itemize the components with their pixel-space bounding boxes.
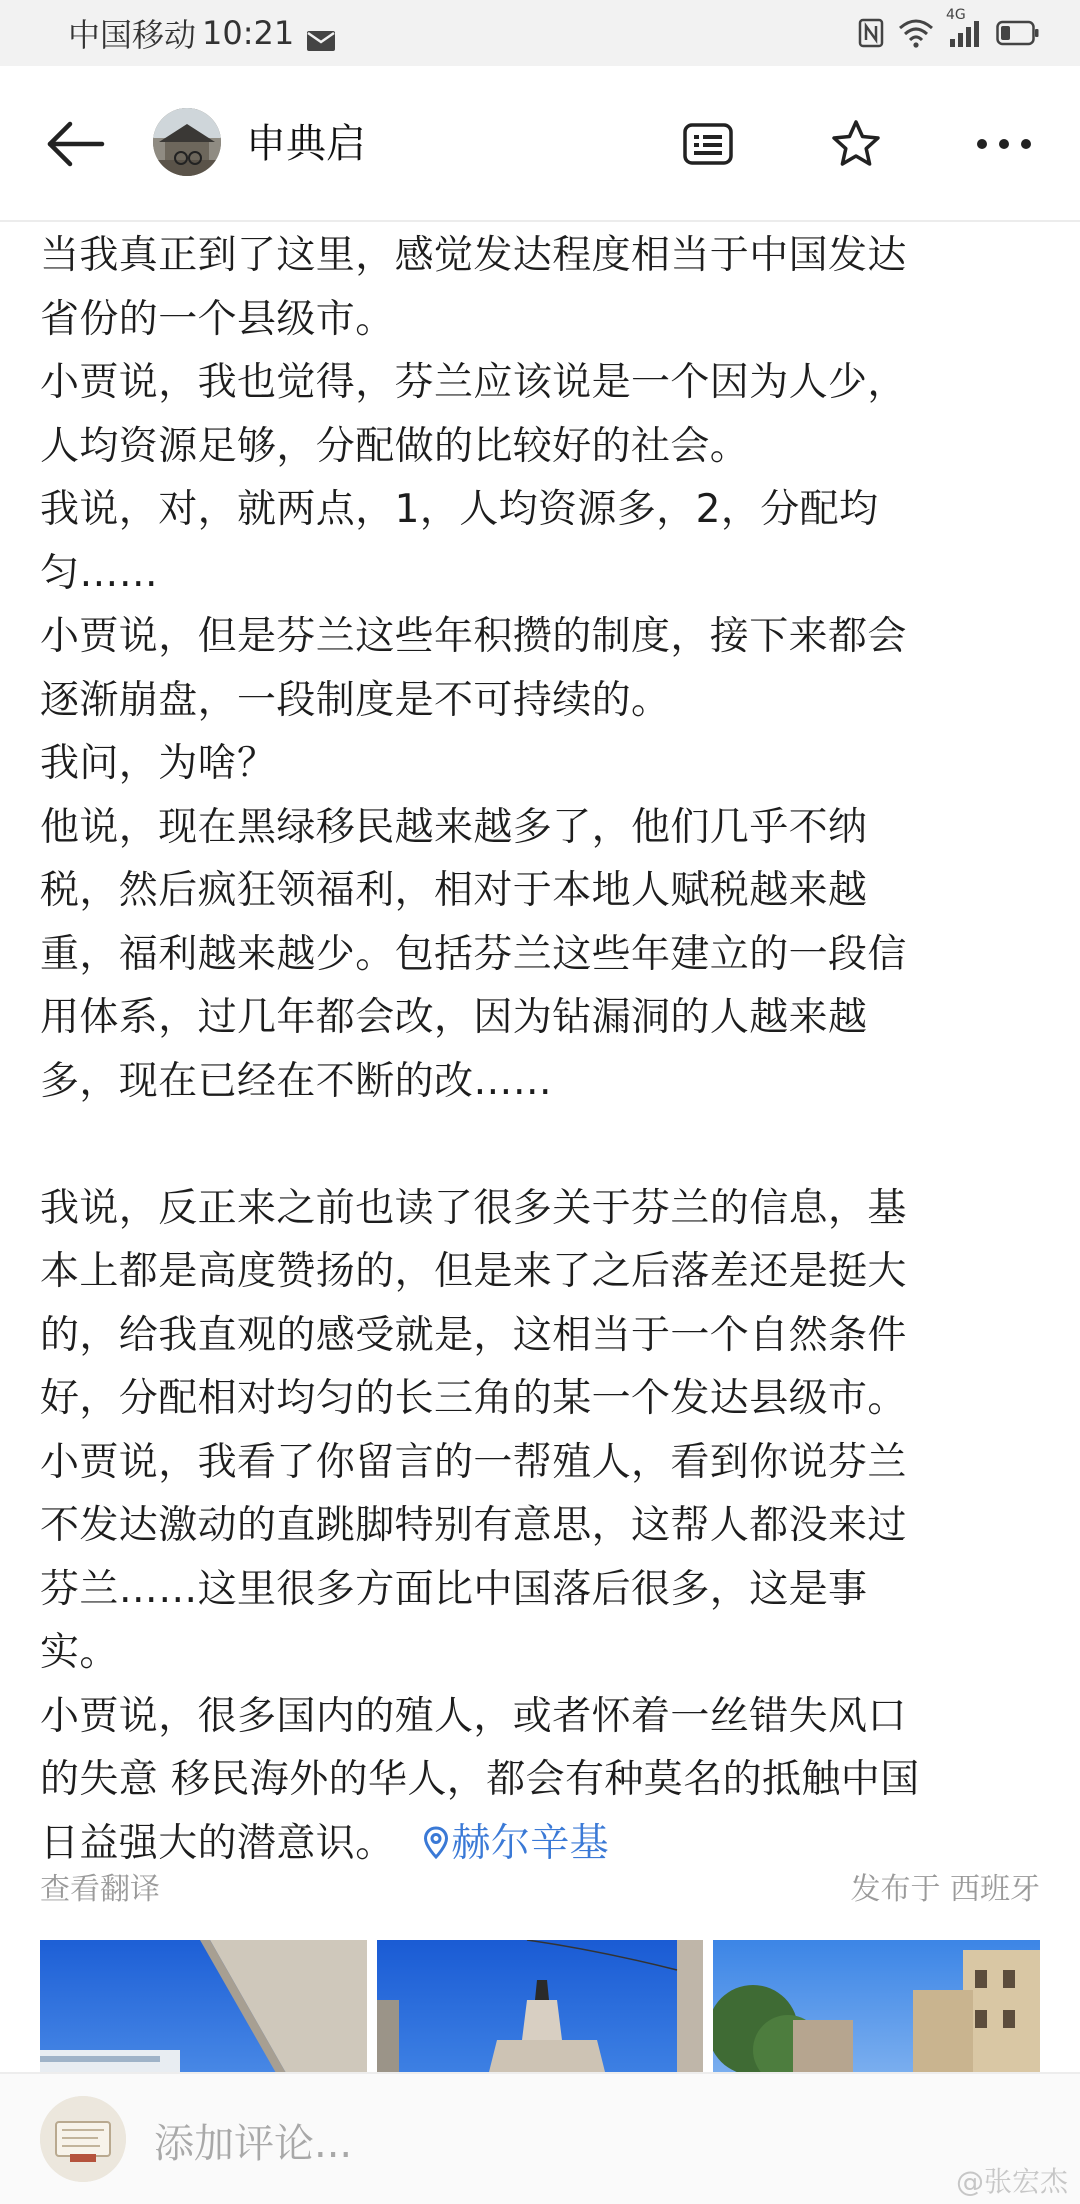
post-line: 逐渐崩盘，一段制度是不可持续的。 (40, 677, 671, 723)
post-line: 实。 (40, 1630, 119, 1675)
location-link[interactable] (423, 1821, 609, 1866)
more-button[interactable] (972, 112, 1036, 176)
post-line: 小贾说，但是芬兰这些年积攒的制度，接下来都会 (40, 614, 907, 659)
post-photo[interactable] (40, 1940, 367, 2072)
back-arrow-icon (40, 112, 110, 176)
post-line: 人均资源足够，分配做的比较好的社会。 (40, 423, 750, 469)
post-blank-line (40, 1113, 1050, 1177)
post-line: 不发达激动的直跳脚特别有意思，这帮人都没来过 (40, 1503, 907, 1548)
translate-doc-button[interactable] (676, 112, 740, 176)
view-translation-link[interactable]: 查看翻译 (40, 1872, 160, 1907)
post-line: 省份的一个县级市。 (40, 296, 395, 342)
post-photo[interactable] (713, 1940, 1040, 2072)
author-avatar[interactable] (153, 108, 221, 176)
location-name: 赫尔辛基 (451, 1820, 610, 1866)
post-line: 我说，反正来之前也读了很多关于芬兰的信息，基 (40, 1185, 907, 1231)
author-name[interactable]: 申典启 (246, 121, 366, 167)
post-line: 好，分配相对均匀的长三角的某一个发达县级市。 (40, 1376, 907, 1421)
comment-input[interactable]: 添加评论... (154, 2121, 353, 2167)
document-icon (682, 122, 734, 166)
favorite-button[interactable] (824, 112, 888, 176)
post-line: 的，给我直观的感受就是，这相当于一个自然条件 (40, 1312, 907, 1358)
post-line: 芬兰……这里很多方面比中国落后很多，这是事 (40, 1566, 868, 1612)
post-line: 我问，为啥？ (40, 741, 277, 786)
nfc-icon (858, 18, 884, 48)
my-avatar (40, 2096, 126, 2182)
post-line: 本上都是高度赞扬的，但是来了之后落差还是挺大 (40, 1249, 907, 1294)
publish-location: 发布于 西班牙 (850, 1872, 1040, 1907)
post-line: 的失意 移民海外的华人，都会有种莫名的抵触中国 (40, 1757, 920, 1802)
more-dots-icon (976, 136, 1032, 152)
post-line: 小贾说，我也觉得，芬兰应该说是一个因为人少， (40, 360, 907, 405)
post-photo[interactable] (377, 1940, 704, 2072)
post-line: 税，然后疯狂领福利，相对于本地人赋税越来越 (40, 868, 868, 913)
post-meta (40, 1864, 1040, 1912)
signal-icon (946, 7, 982, 47)
location-pin-icon (423, 1826, 449, 1860)
post-text (40, 224, 1050, 1875)
post-line: 小贾说，我看了你留言的一帮殖人，看到你说芬兰 (40, 1439, 907, 1485)
post-line: 我说，对，就两点，1，人均资源多，2，分配均 (40, 487, 879, 532)
post-header (0, 66, 1080, 222)
post-line-text: 日益强大的潜意识。 (40, 1820, 395, 1866)
post-line: 他说，现在黑绿移民越来越多了，他们几乎不纳 (40, 804, 868, 850)
comment-bar (0, 2072, 1080, 2204)
status-time: 10:21 (202, 14, 295, 52)
status-icons (858, 0, 1040, 66)
mail-icon (306, 22, 336, 44)
star-icon (830, 119, 882, 169)
post-line: 重，福利越来越少。包括芬兰这些年建立的一段信 (40, 931, 907, 977)
status-bar (0, 0, 1080, 66)
post-line: 当我真正到了这里，感觉发达程度相当于中国发达 (40, 233, 907, 278)
watermark: @张宏杰 (955, 2165, 1068, 2198)
battery-icon (996, 20, 1040, 46)
wifi-icon (898, 18, 934, 48)
post-line: 用体系，过几年都会改，因为钻漏洞的人越来越 (40, 995, 868, 1040)
photo-strip (40, 1940, 1040, 2072)
carrier-label: 中国移动 (68, 16, 197, 54)
post-line: 小贾说，很多国内的殖人，或者怀着一丝错失风口 (40, 1693, 907, 1739)
network-type-label: 4G (946, 7, 966, 23)
back-button[interactable] (40, 112, 110, 176)
post-line: 多，现在已经在不断的改…… (40, 1058, 553, 1104)
post-line: 匀…… (40, 550, 159, 596)
